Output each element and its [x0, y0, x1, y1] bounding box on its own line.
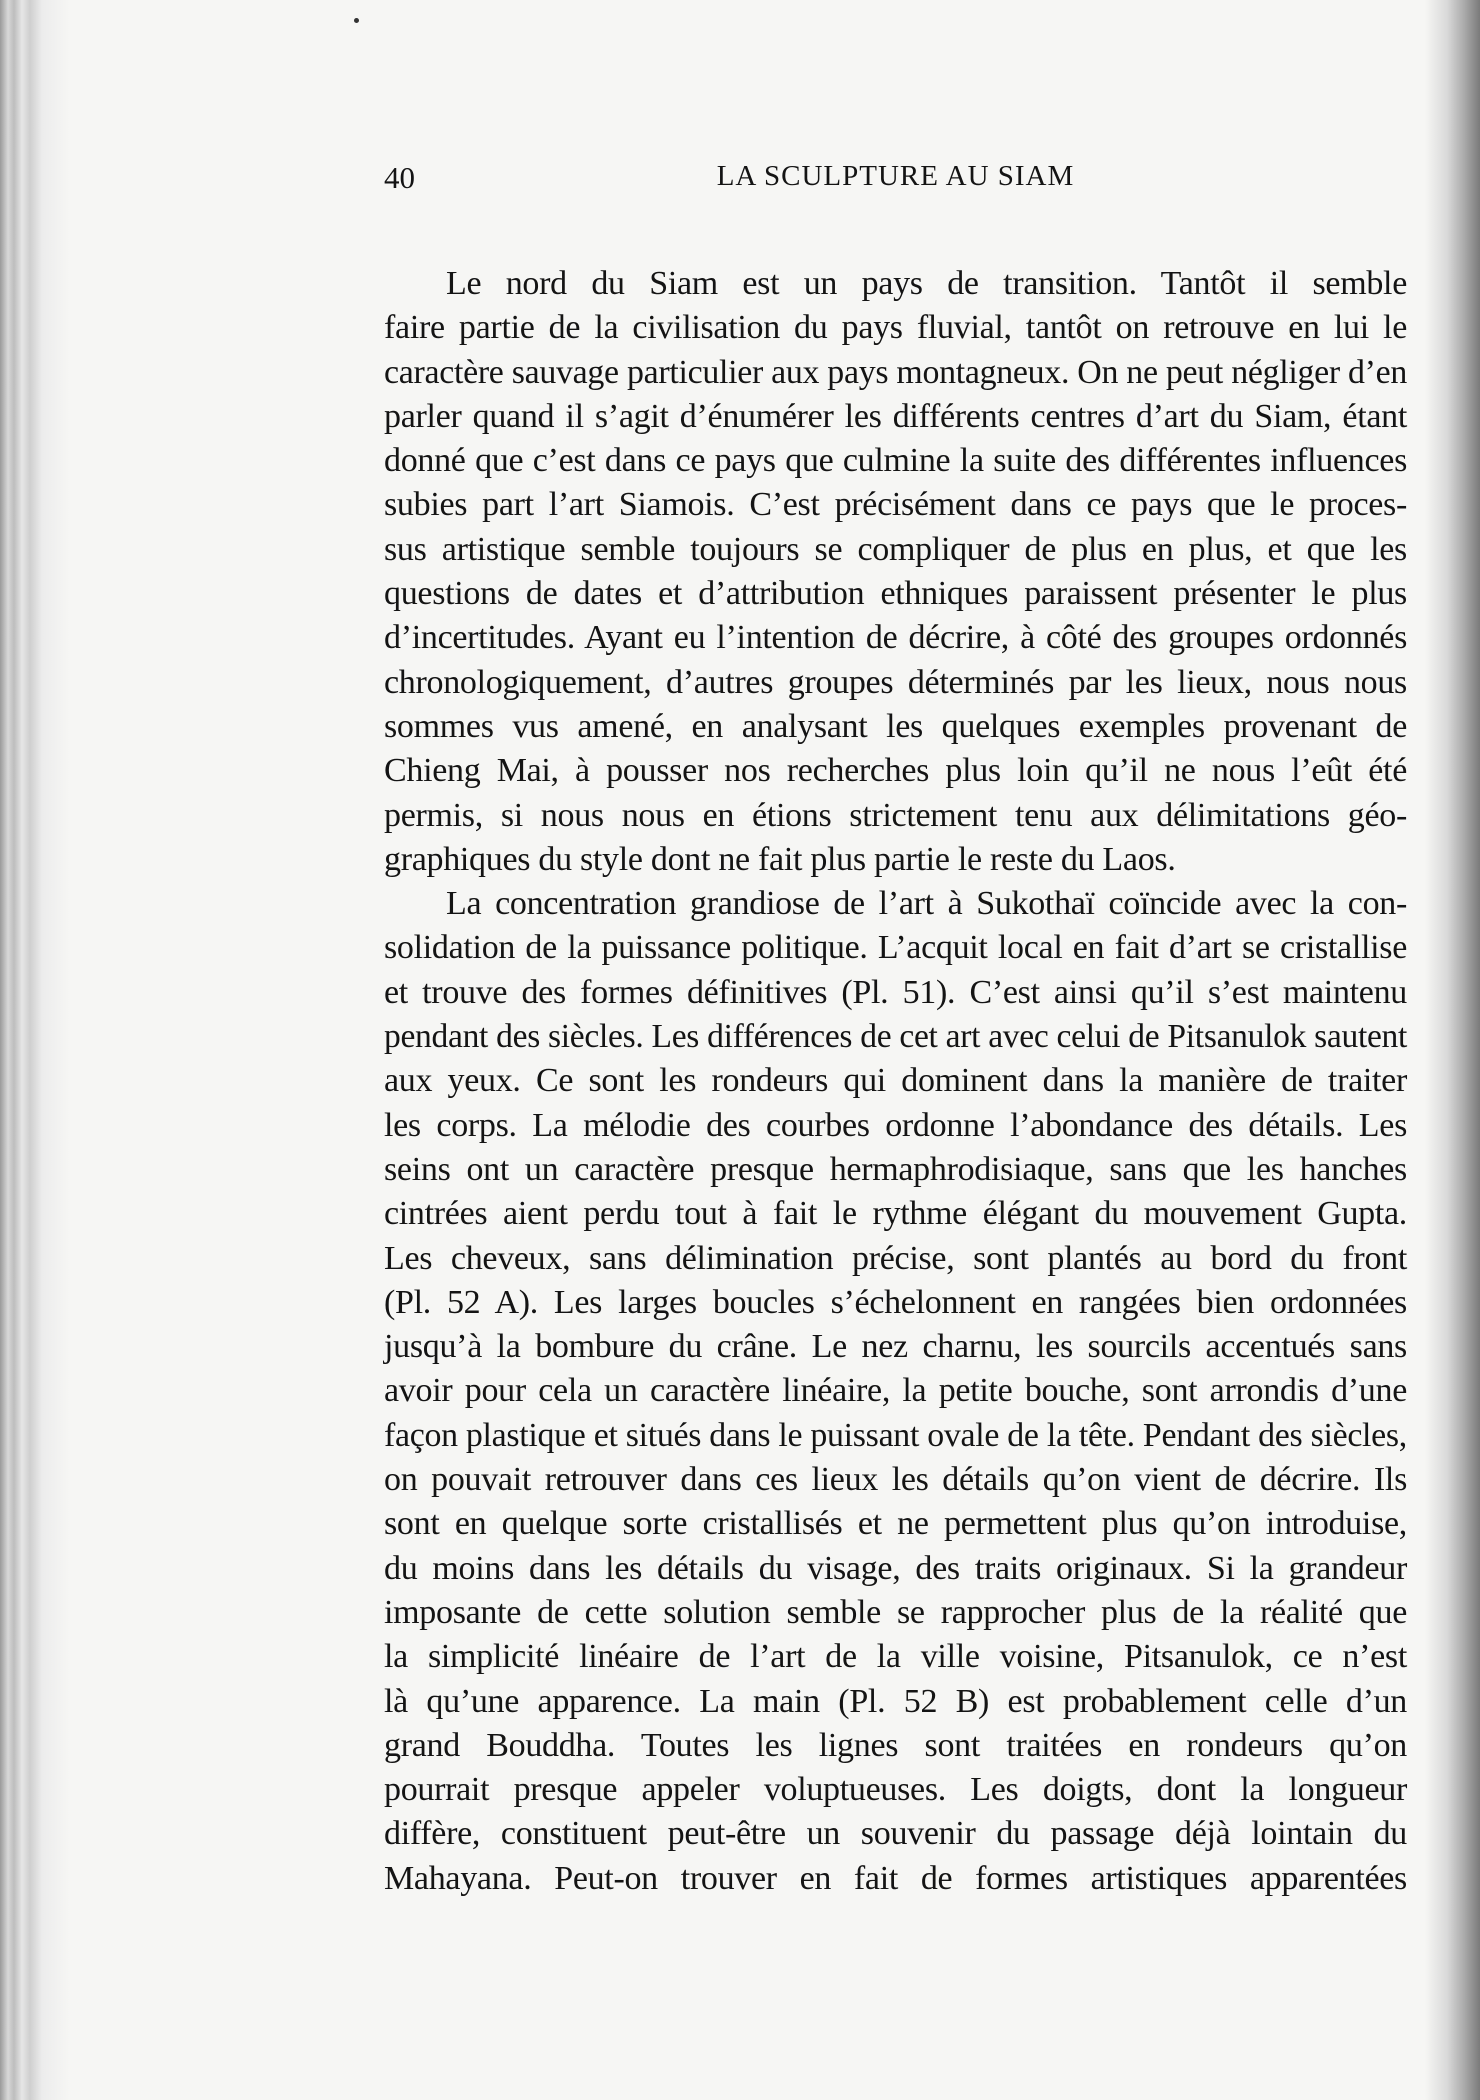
text-line-content: pendant des siècles. Les différences de cet art avec celui de Pitsanulok sautent: [384, 1018, 1408, 1056]
text-line: graphiques du style dont ne fait plus partie le reste du Laos.: [384, 840, 1176, 878]
text-line: sont en quelque sorte cristallisés et ne permettent plus qu’on introduise,: [384, 1505, 1407, 1543]
text-line: questions de dates et d’attribution ethniques paraissent présenter le plus: [384, 575, 1407, 613]
page-number: 40: [384, 160, 415, 195]
text-line: chronologiquement, d’autres groupes déterminés par les lieux, nous nous: [384, 663, 1407, 701]
text-line: diffère, constituent peut-être un souvenir du passage déjà lointain du: [384, 1815, 1407, 1853]
text-line-content: façon plastique et situés dans le puissant ovale de la tête. Pendant des siècles,: [384, 1416, 1407, 1454]
paragraph: [384, 262, 1407, 882]
text-line: du moins dans les détails du visage, des traits originaux. Si la grandeur: [384, 1549, 1407, 1587]
body-text: [384, 262, 1407, 1901]
text-line: on pouvait retrouver dans ces lieux les détails qu’on vient de décrire. Ils: [384, 1461, 1407, 1499]
text-line: et trouve des formes définitives (Pl. 51). C’est ainsi qu’il s’est maintenu: [384, 973, 1407, 1011]
text-line: jusqu’à la bombure du crâne. Le nez charnu, les sourcils accentués sans: [384, 1328, 1407, 1366]
text-line: permis, si nous nous en étions strictement tenu aux délimitations géo-: [384, 796, 1407, 834]
text-line: sommes vus amené, en analysant les quelques exemples provenant de: [384, 707, 1407, 745]
running-title: LA SCULPTURE AU SIAM: [716, 160, 1075, 192]
text-line: là qu’une apparence. La main (Pl. 52 B) est probablement celle d’un: [384, 1682, 1407, 1720]
text-line: imposante de cette solution semble se rapprocher plus de la réalité que: [384, 1593, 1407, 1631]
text-line: d’incertitudes. Ayant eu l’intention de décrire, à côté des groupes ordonnés: [384, 619, 1407, 657]
text-line: Mahayana. Peut-on trouver en fait de formes artistiques apparentées: [384, 1859, 1407, 1897]
page-stack-edge: [0, 0, 70, 2100]
text-line: pourrait presque appeler voluptueuses. Les doigts, dont la longueur: [384, 1771, 1407, 1809]
text-line: seins ont un caractère presque hermaphrodisiaque, sans que les hanches: [384, 1150, 1407, 1188]
text-line: [384, 1015, 1407, 1059]
text-line: subies part l’art Siamois. C’est précisément dans ce pays que le proces-: [384, 486, 1407, 524]
text-line: Chieng Mai, à pousser nos recherches plus loin qu’il ne nous l’eût été: [384, 752, 1407, 790]
text-line: sus artistique semble toujours se compliquer de plus en plus, et que les: [384, 530, 1407, 568]
text-line: solidation de la puissance politique. L’acquit local en fait d’art se cristallise: [384, 929, 1407, 967]
text-line: [384, 351, 1407, 395]
text-line: [384, 1414, 1407, 1458]
text-line: cintrées aient perdu tout à fait le rythme élégant du mouvement Gupta.: [384, 1195, 1407, 1233]
text-line-content: caractère sauvage particulier aux pays montagneux. On ne peut négliger d’en: [384, 353, 1408, 391]
text-line: grand Bouddha. Toutes les lignes sont traitées en rondeurs qu’on: [384, 1726, 1407, 1764]
text-line: La concentration grandiose de l’art à Sukothaï coïncide avec la con-: [446, 885, 1407, 923]
text-line: Les cheveux, sans délimination précise, sont plantés au bord du front: [384, 1239, 1407, 1277]
text-line: parler quand il s’agit d’énumérer les différents centres d’art du Siam, étant: [384, 397, 1407, 435]
text-line: avoir pour cela un caractère linéaire, la petite bouche, sont arrondis d’une: [384, 1372, 1407, 1410]
speck: [354, 18, 359, 23]
text-line: la simplicité linéaire de l’art de la ville voisine, Pitsanulok, ce n’est: [384, 1638, 1407, 1676]
text-line: Le nord du Siam est un pays de transition. Tantôt il semble: [446, 265, 1407, 302]
binding-shadow: [1425, 0, 1480, 2100]
text-line: (Pl. 52 A). Les larges boucles s’échelonnent en rangées bien ordonnées: [384, 1283, 1407, 1321]
paragraph: [384, 882, 1407, 1901]
text-line: les corps. La mélodie des courbes ordonne l’abondance des détails. Les: [384, 1106, 1407, 1144]
text-line: aux yeux. Ce sont les rondeurs qui dominent dans la manière de traiter: [384, 1062, 1407, 1100]
text-line: donné que c’est dans ce pays que culmine la suite des différentes influences: [384, 442, 1407, 480]
text-line: faire partie de la civilisation du pays fluvial, tantôt on retrouve en lui le: [384, 309, 1407, 347]
